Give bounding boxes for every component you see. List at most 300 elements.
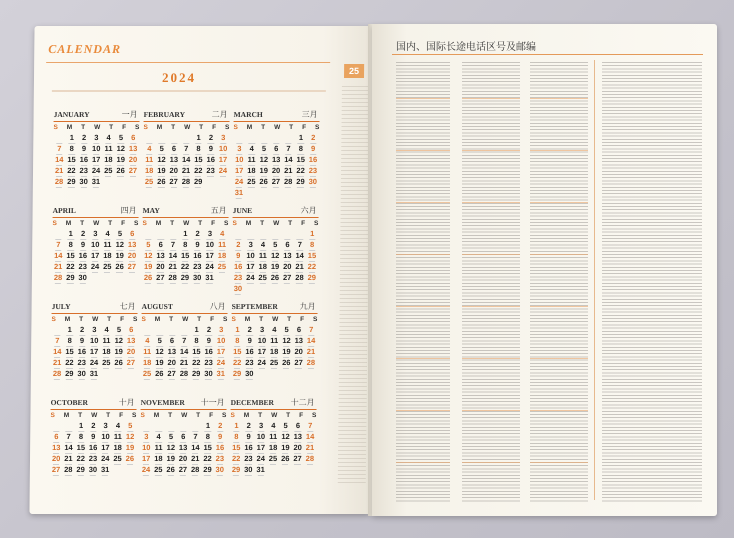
month-name-chinese: 九月 bbox=[299, 302, 316, 311]
day-cell bbox=[258, 134, 270, 144]
month-rule bbox=[231, 409, 317, 410]
day-cell: 5 bbox=[258, 145, 270, 155]
day-cell: 6 bbox=[125, 326, 137, 336]
day-cell: 18 bbox=[144, 166, 154, 175]
day-cell: 17 bbox=[246, 262, 255, 271]
day-cell: 6 bbox=[270, 145, 282, 155]
day-cell: 29 bbox=[180, 273, 190, 282]
year-rule bbox=[52, 90, 326, 92]
day-cell: 10 bbox=[205, 240, 215, 249]
day-cell: 19 bbox=[155, 358, 164, 367]
day-cell: 2 bbox=[87, 422, 99, 432]
day-cell: 3 bbox=[88, 326, 100, 336]
day-cell bbox=[52, 230, 64, 240]
day-cell: 30 bbox=[245, 369, 254, 378]
day-cell: 27 bbox=[294, 358, 303, 367]
day-cell: 2 bbox=[243, 422, 255, 432]
day-cell: 10 bbox=[91, 240, 100, 249]
day-cell: 17 bbox=[257, 347, 267, 356]
day-cell: 6 bbox=[292, 422, 304, 432]
day-cell: 4 bbox=[102, 134, 114, 144]
day-cell: 28 bbox=[181, 177, 191, 186]
month-name: JANUARY bbox=[53, 110, 90, 119]
month-march bbox=[233, 110, 320, 200]
day-cell: 18 bbox=[154, 454, 163, 463]
day-cell: 16 bbox=[204, 347, 213, 356]
day-cell: 22 bbox=[296, 166, 305, 175]
code-column-2 bbox=[462, 62, 520, 502]
day-cell: 6 bbox=[177, 433, 189, 443]
day-cell: 10 bbox=[257, 336, 267, 345]
day-cell: 27 bbox=[282, 273, 292, 282]
day-cell: 28 bbox=[190, 465, 200, 474]
day-cell: 2 bbox=[78, 134, 90, 144]
day-cell: 19 bbox=[115, 251, 124, 260]
day-cell: 12 bbox=[282, 336, 291, 345]
day-cell: 27 bbox=[167, 369, 176, 378]
month-name-chinese: 十二月 bbox=[290, 398, 315, 407]
day-cell: 28 bbox=[54, 177, 64, 186]
day-cell: 22 bbox=[194, 166, 203, 175]
day-cell bbox=[245, 230, 257, 240]
day-cell: 7 bbox=[52, 241, 64, 251]
day-cell: 21 bbox=[181, 166, 191, 175]
day-cell: 7 bbox=[53, 145, 65, 155]
day-cell: 22 bbox=[203, 454, 212, 463]
day-cell: 24 bbox=[256, 454, 265, 463]
day-cell bbox=[269, 230, 281, 240]
day-cell: 12 bbox=[270, 251, 280, 260]
day-cell: 31 bbox=[89, 369, 99, 378]
code-column-3 bbox=[530, 62, 588, 502]
day-cell: 6 bbox=[168, 145, 180, 155]
day-cell: 11 bbox=[112, 433, 124, 443]
day-grid bbox=[232, 230, 319, 295]
day-cell: 16 bbox=[78, 251, 88, 260]
month-name: JUNE bbox=[232, 206, 253, 215]
day-cell: 12 bbox=[259, 155, 269, 164]
day-cell: 28 bbox=[168, 273, 177, 282]
day-cell: 21 bbox=[295, 262, 304, 271]
day-cell: 18 bbox=[104, 155, 113, 164]
day-cell bbox=[143, 134, 155, 144]
month-may bbox=[142, 206, 229, 296]
day-cell: 23 bbox=[206, 166, 215, 175]
day-cell: 18 bbox=[113, 443, 122, 452]
day-cell: 21 bbox=[64, 454, 73, 463]
month-october bbox=[50, 398, 137, 488]
day-cell: 9 bbox=[76, 337, 88, 347]
month-name-chinese: 八月 bbox=[209, 302, 226, 311]
day-cell: 21 bbox=[191, 454, 200, 463]
day-cell: 6 bbox=[166, 337, 178, 347]
day-cell: 1 bbox=[65, 230, 77, 240]
day-grid bbox=[50, 422, 137, 476]
day-cell: 12 bbox=[116, 144, 126, 153]
day-cell: 12 bbox=[155, 347, 164, 356]
day-cell: 28 bbox=[53, 273, 63, 282]
day-cell: 8 bbox=[65, 145, 77, 155]
day-cell: 28 bbox=[64, 465, 73, 474]
day-cell: 25 bbox=[113, 454, 122, 463]
day-cell: 24 bbox=[234, 177, 244, 186]
day-cell: 31 bbox=[234, 188, 244, 197]
month-rule bbox=[141, 409, 227, 410]
day-cell: 6 bbox=[127, 134, 139, 144]
day-cell: 2 bbox=[232, 241, 244, 251]
month-name: JULY bbox=[51, 302, 71, 311]
day-cell: 15 bbox=[307, 251, 317, 260]
day-cell: 31 bbox=[205, 273, 214, 282]
day-cell: 20 bbox=[294, 347, 303, 356]
day-cell: 11 bbox=[100, 337, 112, 347]
day-cell: 18 bbox=[247, 166, 256, 175]
month-name: SEPTEMBER bbox=[231, 302, 278, 311]
day-cell: 18 bbox=[142, 358, 152, 367]
day-cell: 1 bbox=[231, 326, 243, 336]
day-cell: 29 bbox=[231, 465, 241, 474]
day-cell bbox=[177, 422, 189, 432]
day-cell: 25 bbox=[269, 358, 279, 367]
day-cell: 24 bbox=[257, 358, 266, 367]
month-name-chinese: 六月 bbox=[300, 206, 317, 215]
day-cell: 9 bbox=[203, 337, 215, 347]
day-cell: 7 bbox=[62, 433, 74, 443]
day-cell: 26 bbox=[270, 273, 280, 282]
day-cell: 9 bbox=[232, 252, 244, 262]
day-cell: 3 bbox=[90, 134, 102, 144]
day-cell: 25 bbox=[104, 166, 113, 175]
day-grid bbox=[141, 326, 228, 380]
day-cell: 2 bbox=[244, 326, 256, 336]
day-grid bbox=[143, 134, 230, 188]
strip-text-lines bbox=[338, 86, 370, 486]
day-cell: 5 bbox=[153, 337, 165, 347]
day-cell: 25 bbox=[103, 262, 112, 271]
day-cell: 15 bbox=[296, 155, 305, 164]
day-cell: 29 bbox=[203, 465, 212, 474]
day-cell: 1 bbox=[64, 326, 76, 336]
day-cell: 1 bbox=[192, 134, 204, 144]
day-grid bbox=[233, 134, 320, 199]
day-cell: 25 bbox=[102, 358, 111, 367]
day-cell: 16 bbox=[77, 347, 87, 356]
day-cell: 12 bbox=[114, 336, 124, 345]
day-cell: 2 bbox=[205, 134, 217, 144]
day-cell: 4 bbox=[101, 230, 113, 240]
day-cell: 8 bbox=[202, 433, 214, 443]
day-cell: 3 bbox=[217, 134, 229, 144]
day-cell: 28 bbox=[52, 369, 62, 378]
month-name-chinese: 十月 bbox=[118, 398, 135, 407]
day-grid bbox=[140, 422, 227, 476]
day-cell: 3 bbox=[99, 422, 111, 432]
day-cell: 11 bbox=[141, 348, 153, 358]
weekday-header: S M T W T F S bbox=[230, 412, 317, 419]
day-cell: 22 bbox=[67, 166, 76, 175]
day-cell: 1 bbox=[179, 230, 191, 240]
month-name: FEBRUARY bbox=[143, 110, 186, 119]
day-cell: 7 bbox=[180, 145, 192, 155]
day-cell: 11 bbox=[101, 241, 113, 251]
day-cell: 7 bbox=[51, 337, 63, 347]
day-cell: 7 bbox=[178, 337, 190, 347]
day-cell: 31 bbox=[91, 177, 101, 186]
day-cell: 19 bbox=[282, 347, 291, 356]
day-cell: 21 bbox=[53, 262, 63, 271]
month-rule bbox=[52, 313, 138, 314]
day-cell: 10 bbox=[218, 144, 228, 153]
month-february bbox=[143, 110, 230, 200]
day-cell: 19 bbox=[125, 443, 135, 452]
day-cell: 17 bbox=[234, 166, 244, 175]
day-cell bbox=[178, 326, 190, 336]
day-cell: 7 bbox=[305, 326, 317, 336]
day-cell: 1 bbox=[75, 422, 87, 432]
month-rule bbox=[232, 313, 318, 314]
day-cell: 24 bbox=[90, 262, 100, 271]
day-cell: 11 bbox=[267, 433, 279, 443]
day-cell: 13 bbox=[126, 336, 136, 345]
day-cell bbox=[168, 134, 180, 144]
day-cell: 15 bbox=[66, 251, 75, 260]
day-cell: 8 bbox=[179, 241, 191, 251]
day-cell: 29 bbox=[191, 369, 201, 378]
day-cell: 8 bbox=[306, 241, 318, 251]
day-cell: 6 bbox=[154, 241, 166, 251]
month-rule bbox=[142, 313, 228, 314]
day-cell bbox=[142, 230, 154, 240]
day-cell: 2 bbox=[203, 326, 215, 336]
day-grid bbox=[51, 326, 138, 380]
month-rule bbox=[54, 121, 140, 122]
day-cell: 3 bbox=[233, 145, 245, 155]
day-cell: 21 bbox=[179, 358, 189, 367]
day-cell: 25 bbox=[247, 177, 256, 186]
day-cell: 26 bbox=[155, 369, 164, 378]
day-cell: 15 bbox=[232, 443, 241, 452]
day-cell: 22 bbox=[232, 358, 242, 367]
day-cell: 16 bbox=[206, 155, 215, 164]
day-cell: 18 bbox=[217, 251, 227, 260]
day-cell: 1 bbox=[190, 326, 202, 336]
day-cell: 30 bbox=[77, 369, 86, 378]
day-cell: 5 bbox=[115, 134, 127, 144]
day-cell: 13 bbox=[178, 443, 188, 452]
day-cell: 28 bbox=[179, 369, 189, 378]
day-cell: 6 bbox=[281, 241, 293, 251]
day-cell: 3 bbox=[255, 422, 267, 432]
day-cell: 5 bbox=[124, 422, 136, 432]
day-cell: 24 bbox=[89, 358, 99, 367]
day-cell: 17 bbox=[256, 443, 266, 452]
day-cell: 24 bbox=[141, 465, 151, 474]
day-cell bbox=[257, 230, 269, 240]
day-cell: 3 bbox=[204, 230, 216, 240]
month-name: APRIL bbox=[52, 206, 77, 215]
day-cell: 9 bbox=[87, 433, 99, 443]
day-cell: 19 bbox=[281, 443, 290, 452]
day-cell: 24 bbox=[205, 262, 214, 271]
day-cell: 22 bbox=[231, 454, 241, 463]
day-cell: 7 bbox=[282, 145, 294, 155]
month-name: DECEMBER bbox=[230, 398, 275, 407]
day-cell: 4 bbox=[257, 241, 269, 251]
month-name-chinese: 十一月 bbox=[200, 398, 225, 407]
day-cell: 14 bbox=[54, 251, 63, 260]
day-cell: 30 bbox=[308, 177, 317, 186]
day-cell: 29 bbox=[232, 369, 242, 378]
day-cell: 18 bbox=[268, 443, 278, 452]
day-cell: 20 bbox=[293, 443, 302, 452]
day-cell: 29 bbox=[76, 465, 85, 474]
day-cell: 17 bbox=[101, 443, 110, 452]
day-cell: 14 bbox=[168, 251, 178, 260]
day-cell: 9 bbox=[77, 241, 89, 251]
day-cell: 15 bbox=[67, 155, 76, 164]
day-cell: 16 bbox=[215, 443, 225, 452]
day-cell: 28 bbox=[295, 273, 304, 282]
day-cell: 13 bbox=[128, 144, 138, 153]
day-cell: 21 bbox=[284, 166, 293, 175]
day-cell: 1 bbox=[202, 422, 214, 432]
day-cell: 30 bbox=[233, 284, 243, 293]
day-cell: 14 bbox=[295, 251, 304, 260]
month-december bbox=[230, 398, 317, 488]
month-name-chinese: 五月 bbox=[210, 206, 227, 215]
day-cell: 10 bbox=[90, 336, 99, 345]
month-november bbox=[140, 398, 227, 488]
day-cell: 23 bbox=[244, 454, 253, 463]
month-rule bbox=[233, 217, 319, 218]
day-cell bbox=[232, 230, 244, 240]
day-cell: 31 bbox=[256, 465, 265, 474]
day-cell: 14 bbox=[306, 336, 316, 345]
day-cell: 25 bbox=[258, 273, 267, 282]
day-cell: 28 bbox=[283, 177, 293, 186]
day-cell: 8 bbox=[190, 337, 202, 347]
day-cell: 16 bbox=[308, 155, 318, 164]
day-cell: 4 bbox=[216, 230, 228, 240]
day-cell bbox=[180, 134, 192, 144]
weekday-header: S M T W T F S bbox=[143, 124, 230, 131]
next-year-strip bbox=[338, 66, 370, 486]
day-cell: 13 bbox=[169, 155, 179, 164]
day-cell: 20 bbox=[283, 262, 292, 271]
day-cell: 17 bbox=[205, 251, 214, 260]
month-july bbox=[51, 302, 138, 392]
day-cell: 10 bbox=[216, 336, 226, 345]
day-cell: 22 bbox=[307, 262, 317, 271]
day-cell: 29 bbox=[193, 177, 203, 186]
day-cell: 22 bbox=[192, 358, 201, 367]
day-cell: 15 bbox=[180, 251, 190, 260]
day-cell: 27 bbox=[169, 177, 178, 186]
month-name-chinese: 二月 bbox=[211, 110, 228, 119]
month-september bbox=[231, 302, 318, 392]
day-cell: 25 bbox=[217, 262, 227, 271]
day-cell: 30 bbox=[244, 465, 253, 474]
day-cell: 24 bbox=[218, 166, 228, 175]
day-cell: 11 bbox=[268, 337, 280, 347]
day-cell: 4 bbox=[141, 337, 153, 347]
title-rule bbox=[392, 54, 703, 55]
day-cell: 30 bbox=[215, 465, 224, 474]
month-january bbox=[53, 110, 140, 200]
day-cell: 17 bbox=[90, 251, 100, 260]
day-cell: 5 bbox=[113, 326, 125, 336]
day-cell: 5 bbox=[114, 230, 126, 240]
day-cell: 1 bbox=[230, 422, 242, 432]
day-cell: 11 bbox=[216, 241, 228, 251]
day-grid bbox=[53, 134, 140, 188]
weekday-header: S M T W T F S bbox=[141, 316, 228, 323]
day-cell: 23 bbox=[77, 358, 86, 367]
day-cell: 13 bbox=[167, 347, 177, 356]
day-cell: 10 bbox=[256, 432, 266, 441]
day-cell: 12 bbox=[157, 155, 166, 164]
day-cell: 23 bbox=[79, 166, 88, 175]
header-rule bbox=[46, 62, 330, 63]
day-cell: 12 bbox=[115, 240, 125, 249]
day-cell: 1 bbox=[295, 134, 307, 144]
weekday-header: S M T W T F S bbox=[51, 316, 138, 323]
weekday-header: S M T W T F S bbox=[140, 412, 227, 419]
day-cell: 13 bbox=[294, 336, 304, 345]
day-cell: 27 bbox=[293, 454, 302, 463]
day-cell bbox=[53, 134, 65, 144]
day-cell: 10 bbox=[246, 251, 255, 260]
day-cell: 3 bbox=[256, 326, 268, 336]
day-cell: 27 bbox=[271, 177, 281, 186]
day-cell: 7 bbox=[294, 241, 306, 251]
day-cell bbox=[294, 230, 306, 240]
day-cell bbox=[63, 422, 75, 432]
day-cell: 14 bbox=[284, 155, 293, 164]
day-cell: 30 bbox=[79, 177, 88, 186]
day-cell: 18 bbox=[102, 347, 111, 356]
day-cell: 15 bbox=[65, 347, 74, 356]
day-cell: 8 bbox=[64, 241, 76, 251]
day-cell: 3 bbox=[140, 433, 152, 443]
day-cell: 27 bbox=[156, 273, 165, 282]
day-cell: 20 bbox=[127, 251, 137, 260]
month-rule bbox=[144, 121, 230, 122]
day-cell: 26 bbox=[143, 273, 153, 282]
day-cell: 21 bbox=[52, 358, 62, 367]
day-cell: 22 bbox=[76, 454, 85, 463]
phone-code-page bbox=[372, 24, 717, 516]
month-june bbox=[232, 206, 319, 296]
weekday-header: S M T W T F S bbox=[50, 412, 137, 419]
day-cell: 15 bbox=[203, 443, 212, 452]
day-cell: 17 bbox=[218, 155, 228, 164]
day-cell: 9 bbox=[191, 241, 203, 251]
day-cell: 20 bbox=[156, 262, 165, 271]
day-cell: 9 bbox=[214, 433, 226, 443]
day-cell: 11 bbox=[152, 444, 164, 454]
day-cell bbox=[166, 326, 178, 336]
day-cell: 23 bbox=[204, 358, 213, 367]
day-cell: 29 bbox=[307, 273, 316, 282]
day-cell: 24 bbox=[246, 273, 255, 282]
day-cell: 29 bbox=[66, 273, 75, 282]
day-grid bbox=[230, 422, 317, 476]
day-cell bbox=[140, 422, 152, 432]
day-cell: 26 bbox=[114, 358, 123, 367]
day-cell: 8 bbox=[192, 145, 204, 155]
day-cell: 6 bbox=[50, 433, 62, 443]
